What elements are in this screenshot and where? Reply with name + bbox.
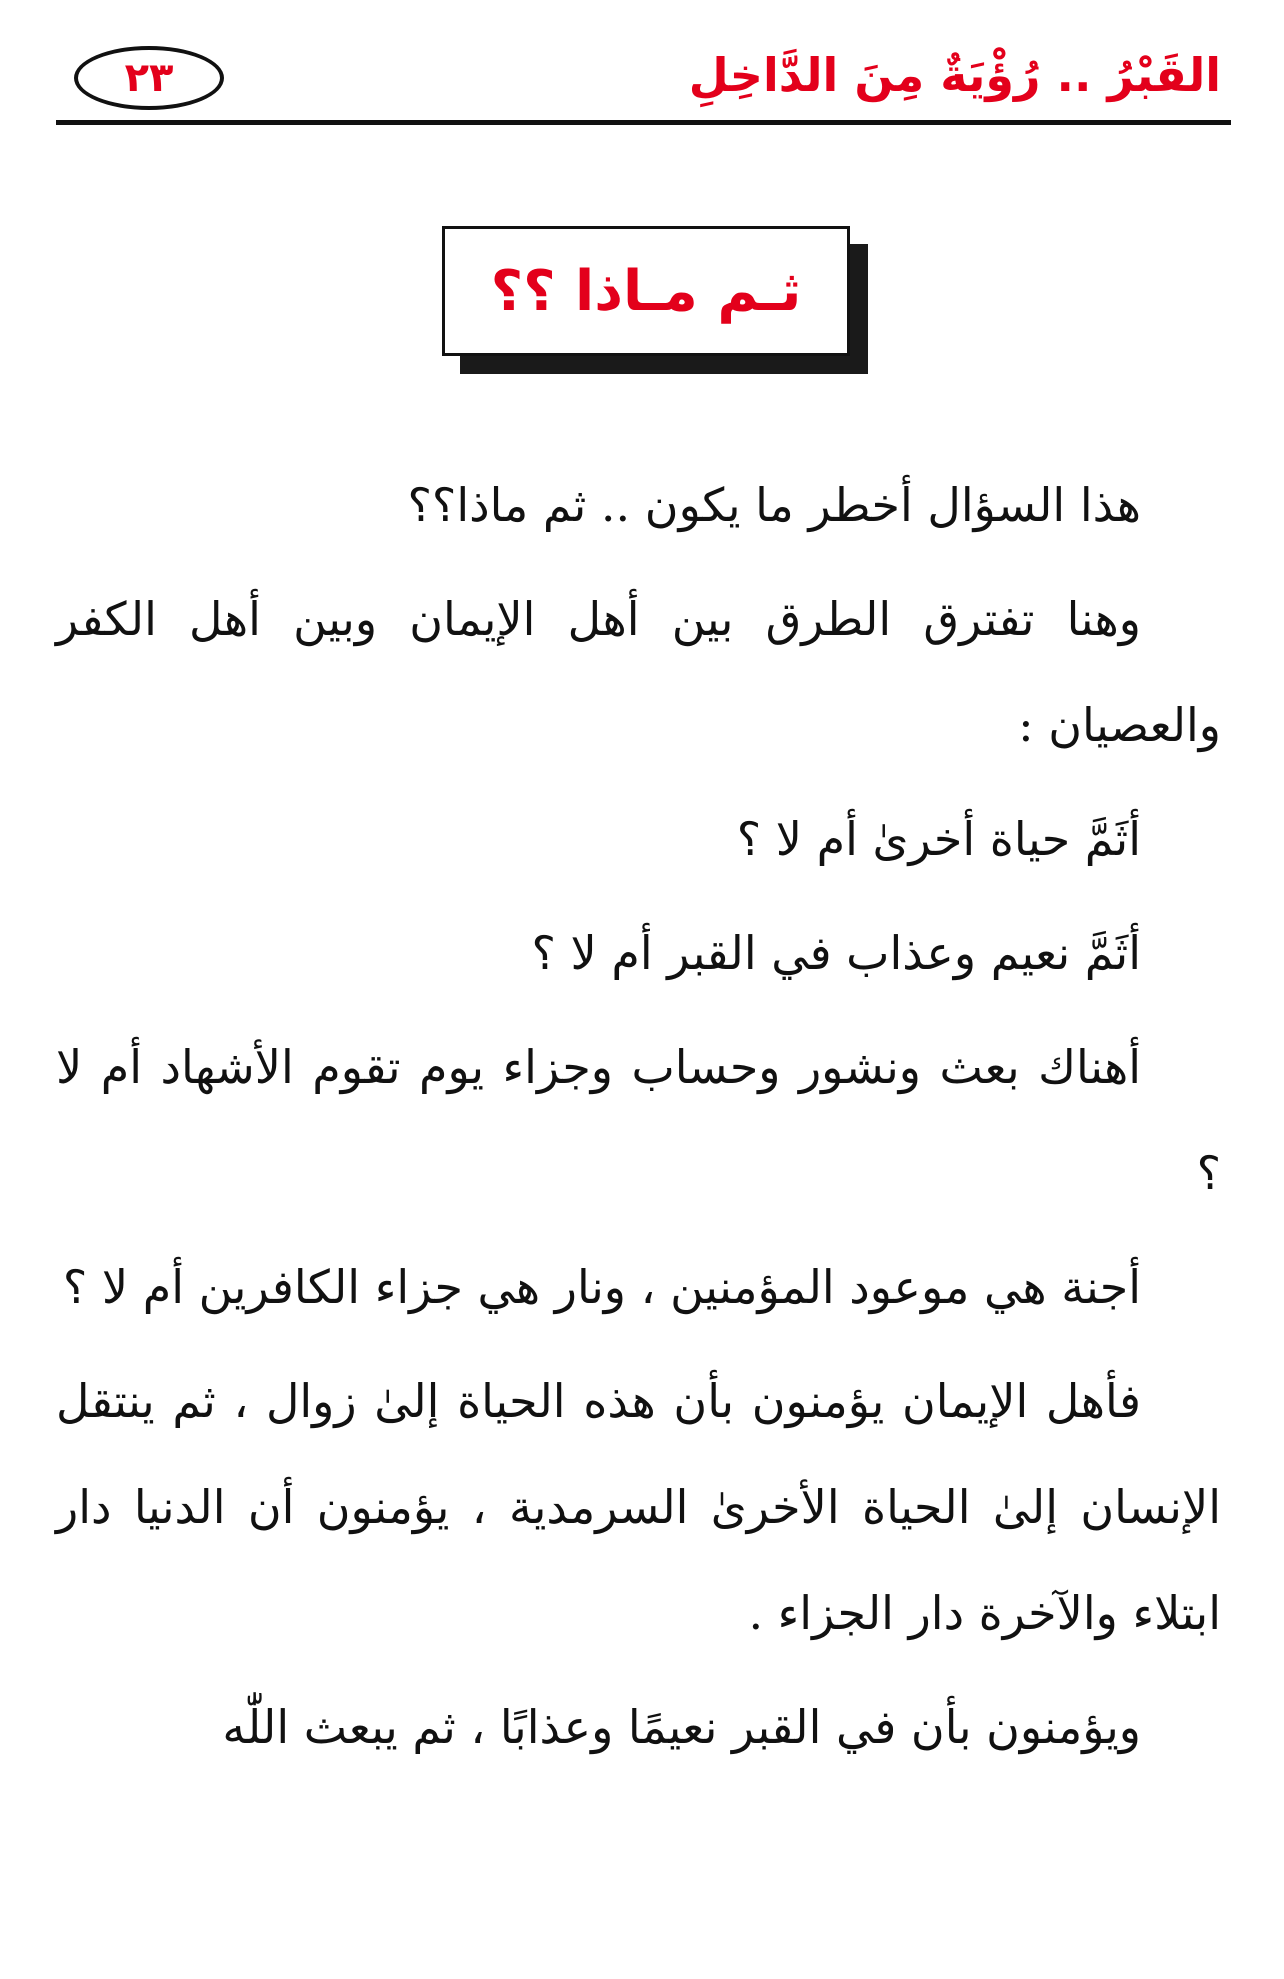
paragraph: فأهل الإيمان يؤمنون بأن هذه الحياة إلىٰ زوال ، ثم ينتقل الإنسان إلىٰ الحياة الأخرىٰ السرمدية ، يؤمنون أن الدنيا دار ابتلاء والآخرة دار الجزاء .	[56, 1374, 1221, 1640]
paragraph: ويؤمنون بأن في القبر نعيمًا وعذابًا ، ثم يبعث اللّٰه	[222, 1700, 1141, 1754]
page-number-badge	[74, 46, 224, 110]
body-text	[56, 452, 1221, 1780]
page-number: ٢٣	[124, 55, 174, 101]
running-title: القَبْرُ .. رُؤْيَةٌ مِنَ الدَّاخِلِ	[688, 48, 1221, 102]
paragraph: هذا السؤال أخطر ما يكون .. ثم ماذا؟؟	[407, 478, 1141, 532]
section-title-frame	[442, 226, 850, 356]
paragraph: وهنا تفترق الطرق بين أهل الإيمان وبين أهل الكفر والعصيان :	[56, 592, 1221, 752]
paragraph: أثَمَّ حياة أخرىٰ أم لا ؟	[736, 812, 1141, 866]
paragraph: أهناك بعث ونشور وحساب وجزاء يوم تقوم الأشهاد أم لا ؟	[56, 1040, 1221, 1200]
section-title-box	[442, 226, 868, 374]
section-title: ثـم مـاذا ؟؟	[490, 258, 802, 324]
page-header	[56, 30, 1231, 126]
header-divider	[56, 120, 1231, 125]
paragraph: أجنة هي موعود المؤمنين ، ونار هي جزاء الكافرين أم لا ؟	[62, 1260, 1141, 1314]
paragraph: أثَمَّ نعيم وعذاب في القبر أم لا ؟	[531, 926, 1141, 980]
